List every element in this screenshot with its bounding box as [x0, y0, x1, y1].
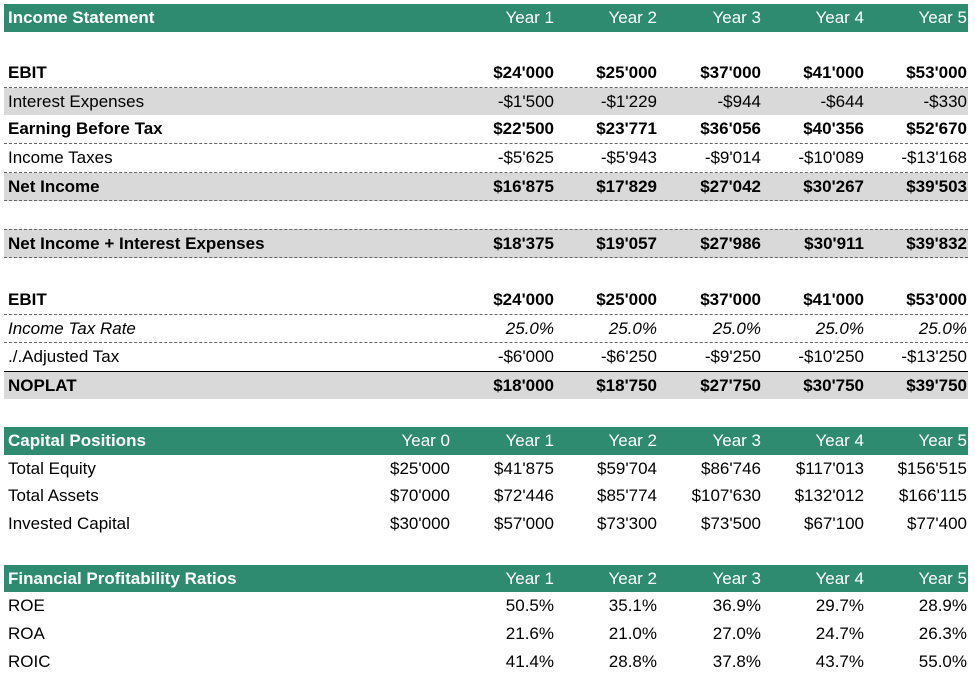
table-cell: $73'500: [701, 513, 761, 533]
table-row: [4, 592, 968, 620]
table-row: [4, 59, 968, 88]
spacer: [4, 258, 968, 286]
year-header: Year 0: [401, 430, 450, 450]
table-cell: $22'500: [493, 119, 554, 139]
table-cell: $30'911: [804, 233, 864, 253]
table-cell: -$9'014: [704, 147, 761, 167]
row-label: Interest Expenses: [8, 91, 145, 111]
table-cell: 36.9%: [712, 596, 761, 616]
table-cell: $59'704: [597, 458, 657, 478]
table-cell: $18'375: [493, 233, 554, 253]
table-cell: $30'000: [390, 513, 450, 533]
table-cell: 25.0%: [608, 318, 657, 338]
row-label: ./.Adjusted Tax: [8, 347, 120, 367]
year-header: Year 1: [505, 430, 554, 450]
table-cell: $86'746: [701, 458, 761, 478]
table-cell: $67'100: [804, 513, 864, 533]
table-cell: $25'000: [390, 458, 450, 478]
table-cell: $40'356: [803, 119, 864, 139]
table-cell: $27'750: [700, 375, 761, 395]
table-cell: -$10'250: [798, 347, 864, 367]
spacer: [4, 399, 968, 427]
row-label: NOPLAT: [8, 375, 77, 395]
table-cell: $41'000: [803, 63, 864, 83]
table-cell: 29.7%: [815, 596, 864, 616]
table-cell: $39'503: [906, 176, 967, 196]
table-cell: $39'832: [906, 233, 967, 253]
table-cell: -$6'250: [600, 347, 657, 367]
table-cell: -$6'000: [497, 347, 554, 367]
row-label: Income Taxes: [8, 147, 113, 167]
spacer: [4, 537, 968, 565]
table-cell: 41.4%: [505, 651, 554, 671]
table-row: [4, 88, 968, 116]
table-cell: $37'000: [700, 63, 761, 83]
table-cell: 50.5%: [505, 596, 554, 616]
table-cell: 25.0%: [815, 318, 864, 338]
table-cell: -$330: [923, 91, 967, 111]
table-cell: $27'986: [700, 233, 761, 253]
table-cell: $30'750: [803, 375, 864, 395]
table-cell: $57'000: [494, 513, 554, 533]
table-row: [4, 343, 968, 371]
year-header: Year 5: [918, 430, 967, 450]
table-cell: $39'750: [906, 375, 967, 395]
year-header: Year 3: [712, 568, 761, 588]
table-cell: 24.7%: [815, 624, 864, 644]
table-cell: $53'000: [906, 63, 967, 83]
table-row: [4, 455, 968, 483]
year-header: Year 4: [815, 430, 864, 450]
table-cell: 43.7%: [815, 651, 864, 671]
row-label: EBIT: [8, 63, 47, 83]
table-cell: $53'000: [906, 289, 967, 309]
table-cell: -$644: [820, 91, 864, 111]
table-row: [4, 648, 968, 676]
table-cell: -$944: [717, 91, 761, 111]
table-cell: $166'115: [898, 486, 967, 506]
year-header: Year 5: [918, 8, 967, 27]
table-cell: 21.6%: [505, 624, 554, 644]
table-cell: $41'000: [803, 289, 864, 309]
spacer: [4, 32, 968, 60]
table-cell: $36'056: [700, 119, 761, 139]
table-row: [4, 620, 968, 648]
table-cell: -$5'625: [497, 147, 554, 167]
table-cell: -$5'943: [600, 147, 657, 167]
table-cell: $24'000: [493, 289, 554, 309]
year-header: Year 1: [505, 568, 554, 588]
year-header: Year 5: [918, 568, 967, 588]
row-label: ROIC: [8, 651, 51, 671]
table-cell: 25.0%: [712, 318, 761, 338]
table-row: [4, 144, 968, 173]
table-cell: -$1'500: [497, 91, 554, 111]
table-cell: $132'012: [794, 486, 864, 506]
table-cell: $24'000: [493, 63, 554, 83]
table-cell: $52'670: [906, 119, 967, 139]
table-cell: $18'750: [596, 375, 657, 395]
row-label: Total Assets: [8, 486, 99, 506]
table-cell: 28.9%: [918, 596, 967, 616]
table-cell: $25'000: [596, 63, 657, 83]
table-row: [4, 173, 968, 202]
capital-positions-title: Capital Positions: [8, 430, 146, 450]
table-cell: $30'267: [803, 176, 864, 196]
row-label: Invested Capital: [8, 513, 130, 533]
table-cell: $17'829: [596, 176, 657, 196]
year-header: Year 4: [815, 8, 864, 27]
table-cell: $73'300: [597, 513, 657, 533]
spacer: [4, 201, 968, 229]
year-header: Year 3: [712, 8, 761, 27]
row-label: Total Equity: [8, 458, 96, 478]
table-cell: $72'446: [494, 486, 554, 506]
table-cell: $27'042: [700, 176, 761, 196]
table-cell: $25'000: [596, 289, 657, 309]
table-cell: 21.0%: [608, 624, 657, 644]
row-label: EBIT: [8, 289, 47, 309]
table-row: [4, 482, 968, 510]
year-header: Year 1: [505, 8, 554, 27]
ratios-title: Financial Profitability Ratios: [8, 568, 237, 588]
table-cell: $18'000: [493, 375, 554, 395]
table-cell: $23'771: [596, 119, 657, 139]
table-cell: -$1'229: [600, 91, 657, 111]
table-row: [4, 371, 968, 400]
year-header: Year 2: [608, 430, 657, 450]
table-cell: 37.8%: [712, 651, 761, 671]
table-cell: 35.1%: [608, 596, 657, 616]
table-cell: $107'630: [691, 486, 761, 506]
row-label: Net Income: [8, 176, 100, 196]
row-label: Income Tax Rate: [8, 318, 136, 338]
table-cell: -$9'250: [704, 347, 761, 367]
year-header: Year 2: [608, 568, 657, 588]
table-cell: $70'000: [390, 486, 450, 506]
table-cell: -$13'168: [901, 147, 967, 167]
year-header: Year 4: [815, 568, 864, 588]
table-row: [4, 315, 968, 344]
table-row: [4, 286, 968, 315]
table-row: [4, 510, 968, 538]
income-statement-header: [4, 4, 968, 32]
table-cell: $19'057: [596, 233, 657, 253]
table-cell: $41'875: [494, 458, 554, 478]
table-cell: 25.0%: [505, 318, 554, 338]
table-cell: -$10'089: [798, 147, 864, 167]
table-cell: 27.0%: [712, 624, 761, 644]
year-header: Year 3: [712, 430, 761, 450]
row-label: Earning Before Tax: [8, 119, 163, 139]
table-cell: 28.8%: [608, 651, 657, 671]
row-label: ROE: [8, 596, 45, 616]
table-cell: $156'515: [897, 458, 967, 478]
table-cell: $16'875: [493, 176, 554, 196]
income-statement-title: Income Statement: [8, 8, 155, 27]
spreadsheet: [4, 4, 968, 675]
table-cell: $37'000: [700, 289, 761, 309]
row-label: Net Income + Interest Expenses: [8, 233, 265, 253]
table-cell: $85'774: [597, 486, 657, 506]
year-header: Year 2: [608, 8, 657, 27]
table-row: [4, 229, 968, 259]
table-cell: -$13'250: [901, 347, 967, 367]
table-cell: $117'013: [795, 458, 864, 478]
table-cell: 26.3%: [918, 624, 967, 644]
capital-positions-header: [4, 427, 968, 455]
ratios-header: [4, 565, 968, 593]
table-cell: $77'400: [907, 513, 967, 533]
row-label: ROA: [8, 624, 45, 644]
table-cell: 25.0%: [918, 318, 967, 338]
table-row: [4, 115, 968, 144]
table-cell: 55.0%: [918, 651, 967, 671]
